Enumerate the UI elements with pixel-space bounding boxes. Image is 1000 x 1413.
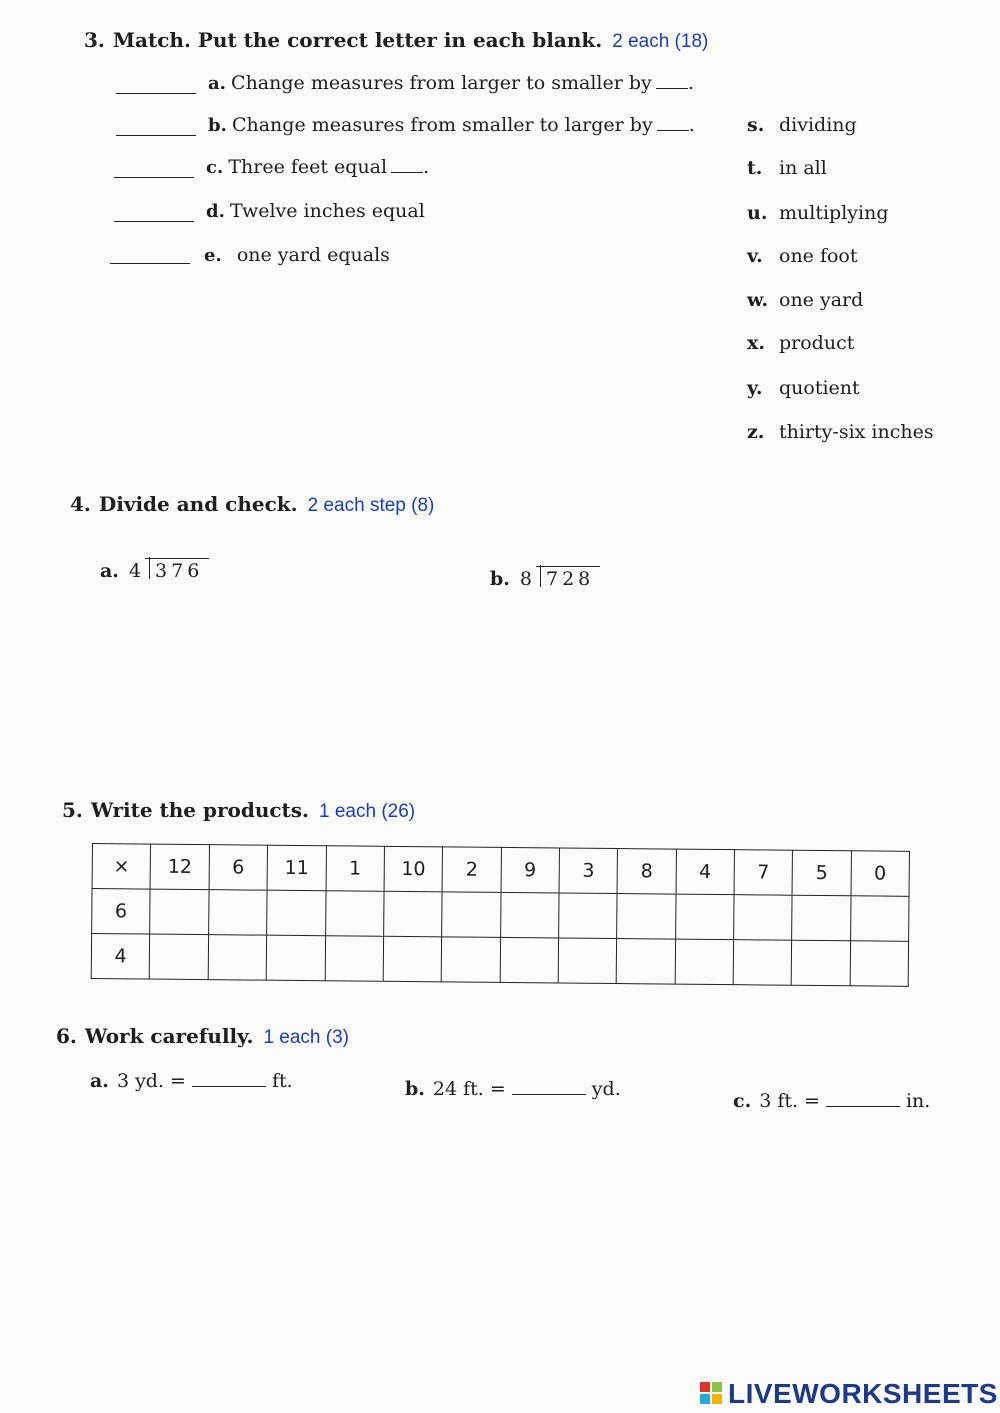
- answer-blank-b[interactable]: [116, 134, 196, 136]
- option-text: quotient: [779, 377, 860, 399]
- column-factor: 6: [209, 845, 268, 891]
- q3-heading: [84, 28, 708, 53]
- column-factor: 10: [384, 846, 443, 892]
- inline-blank: [656, 88, 688, 89]
- q5-points: 1 each (26): [319, 801, 416, 822]
- option-text: thirty-six inches: [779, 421, 934, 443]
- answer-cell[interactable]: [383, 936, 442, 982]
- option-letter: u.: [747, 202, 768, 224]
- column-factor: 3: [559, 848, 618, 894]
- row-factor: 6: [92, 889, 151, 935]
- answer-cell[interactable]: [325, 891, 384, 937]
- problem-letter: a.: [100, 560, 119, 582]
- multiply-sign: ×: [92, 844, 151, 890]
- inline-blank: [391, 172, 423, 173]
- header-row: [92, 844, 909, 897]
- answer-cell[interactable]: [791, 940, 850, 986]
- option-text: in all: [779, 157, 827, 179]
- q6-points: 1 each (3): [263, 1027, 349, 1048]
- prompt-letter: d.: [206, 201, 225, 222]
- answer-cell[interactable]: [208, 935, 267, 981]
- q3-number: 3.: [84, 28, 105, 52]
- dividend: 376: [145, 558, 209, 582]
- conversion-a: [90, 1070, 293, 1092]
- prompt-c: [206, 156, 429, 178]
- option-text: one foot: [779, 245, 858, 267]
- division-problem-b: [490, 566, 600, 590]
- answer-cell[interactable]: [675, 894, 734, 940]
- q5-number: 5.: [62, 798, 83, 822]
- prompt-a: [208, 72, 694, 94]
- answer-cell[interactable]: [500, 937, 559, 983]
- prompt-tail: .: [688, 114, 695, 136]
- q4-points: 2 each step (8): [307, 495, 435, 516]
- table-row: [91, 934, 908, 987]
- column-factor: 11: [267, 845, 326, 891]
- option-t: [747, 157, 827, 179]
- row-factor: 4: [91, 934, 150, 980]
- prompt-text: Change measures from smaller to larger by: [231, 114, 653, 136]
- q5-heading: [62, 798, 415, 823]
- prompt-b: [208, 114, 695, 136]
- item-left: 3 ft. =: [759, 1090, 820, 1112]
- item-letter: c.: [733, 1090, 752, 1112]
- q3-points: 2 each (18): [612, 31, 709, 52]
- item-letter: a.: [90, 1070, 109, 1092]
- option-letter: y.: [747, 377, 763, 399]
- dividend: 728: [536, 566, 600, 590]
- q4-title: Divide and check.: [98, 492, 298, 516]
- answer-cell[interactable]: [617, 939, 676, 985]
- answer-cell[interactable]: [850, 941, 909, 987]
- products-table: [91, 843, 910, 987]
- answer-cell[interactable]: [150, 934, 209, 980]
- answer-cell[interactable]: [792, 895, 851, 941]
- q4-number: 4.: [70, 492, 91, 516]
- answer-cell[interactable]: [675, 939, 734, 985]
- answer-cell[interactable]: [267, 890, 326, 936]
- prompt-e: [204, 244, 390, 266]
- prompt-tail: .: [687, 72, 694, 94]
- prompt-letter: e.: [204, 245, 222, 266]
- column-factor: 1: [326, 846, 385, 892]
- prompt-letter: b.: [208, 115, 227, 136]
- answer-cell[interactable]: [150, 889, 209, 935]
- answer-blank-c[interactable]: [114, 176, 194, 178]
- answer-cell[interactable]: [500, 892, 559, 938]
- option-u: [747, 202, 889, 224]
- division-problem-a: [100, 558, 209, 582]
- answer-cell[interactable]: [266, 935, 325, 981]
- conversion-c: [733, 1090, 930, 1112]
- q6-number: 6.: [56, 1024, 77, 1048]
- answer-cell[interactable]: [733, 940, 792, 986]
- prompt-text: Twelve inches equal: [229, 200, 425, 222]
- prompt-text: Three feet equal: [228, 156, 388, 178]
- answer-blank[interactable]: [192, 1086, 266, 1087]
- problem-letter: b.: [490, 568, 510, 590]
- item-unit: ft.: [271, 1070, 293, 1092]
- divisor: 8: [519, 568, 532, 590]
- table-row: [92, 889, 909, 942]
- inline-blank: [657, 130, 689, 131]
- option-s: [747, 114, 857, 136]
- q5-title: Write the products.: [90, 798, 310, 822]
- item-left: 3 yd. =: [116, 1070, 186, 1092]
- prompt-d: [206, 200, 425, 222]
- prompt-text: one yard equals: [236, 244, 390, 266]
- option-w: [747, 289, 863, 311]
- q4-heading: [70, 492, 434, 517]
- item-unit: in.: [905, 1090, 931, 1112]
- column-factor: 7: [734, 850, 793, 896]
- brand-name: LIVEWORKSHEETS: [728, 1378, 998, 1409]
- prompt-tail: .: [423, 156, 430, 178]
- item-left: 24 ft. =: [432, 1078, 506, 1100]
- conversion-b: [405, 1078, 621, 1100]
- prompt-letter: c.: [206, 157, 224, 178]
- option-letter: x.: [747, 332, 765, 354]
- answer-cell[interactable]: [442, 937, 501, 983]
- item-unit: yd.: [591, 1078, 621, 1100]
- option-letter: s.: [747, 114, 765, 136]
- q6-heading: [56, 1024, 349, 1049]
- column-factor: 9: [501, 847, 560, 893]
- answer-cell[interactable]: [208, 890, 267, 936]
- option-text: one yard: [779, 289, 864, 311]
- option-z: [747, 421, 934, 443]
- option-letter: z.: [747, 421, 765, 443]
- option-y: [747, 377, 860, 399]
- q3-title: Match. Put the correct letter in each blank.: [112, 28, 603, 52]
- column-factor: 0: [851, 851, 910, 897]
- column-factor: 8: [617, 849, 676, 895]
- answer-blank-e[interactable]: [110, 262, 190, 264]
- option-letter: t.: [747, 157, 763, 179]
- answer-cell[interactable]: [558, 938, 617, 984]
- liveworksheets-logo: [700, 1378, 998, 1410]
- column-factor: 12: [150, 844, 209, 890]
- answer-cell[interactable]: [734, 895, 793, 941]
- column-factor: 4: [676, 849, 735, 895]
- option-v: [747, 245, 858, 267]
- prompt-text: Change measures from larger to smaller by: [231, 72, 652, 94]
- answer-blank[interactable]: [826, 1106, 900, 1107]
- answer-blank-a[interactable]: [116, 92, 196, 94]
- answer-cell[interactable]: [559, 893, 618, 939]
- answer-cell[interactable]: [850, 896, 909, 942]
- brand-icon: [700, 1382, 724, 1406]
- divisor: 4: [128, 560, 142, 582]
- q6-title: Work carefully.: [84, 1024, 254, 1048]
- option-text: multiplying: [779, 202, 889, 224]
- answer-cell[interactable]: [617, 894, 676, 940]
- answer-blank-d[interactable]: [114, 220, 194, 222]
- option-letter: w.: [747, 289, 769, 311]
- column-factor: 5: [792, 850, 851, 896]
- option-text: product: [779, 332, 855, 354]
- column-factor: 2: [442, 847, 501, 893]
- item-letter: b.: [405, 1078, 425, 1100]
- prompt-letter: a.: [208, 73, 226, 94]
- option-letter: v.: [747, 245, 763, 267]
- answer-cell[interactable]: [442, 892, 501, 938]
- answer-cell[interactable]: [325, 936, 384, 982]
- option-text: dividing: [779, 114, 857, 136]
- answer-blank[interactable]: [512, 1094, 586, 1095]
- answer-cell[interactable]: [384, 891, 443, 937]
- option-x: [747, 332, 854, 354]
